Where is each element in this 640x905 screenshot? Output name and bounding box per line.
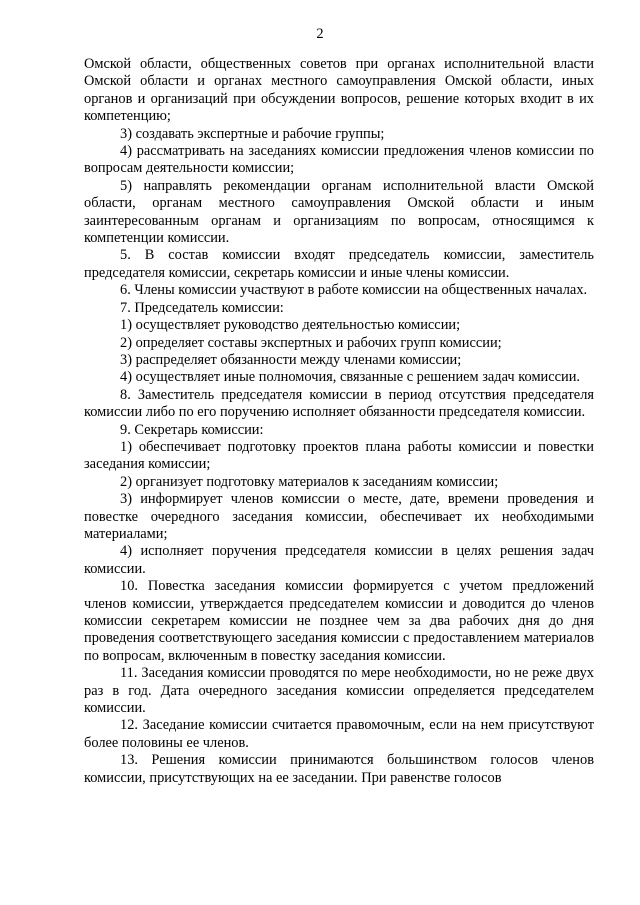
paragraph: 7. Председатель комиссии: xyxy=(120,299,284,316)
paragraph: 10. Повестка заседания комиссии формируется с учетом предложений членов комиссии, утверждается председателем комиссии и доводится до членов комиссии секретарем комиссии не позднее чем за два рабочих дня до дня проведения соответствующего заседания комиссии с предоставлением материалов по вопросам, включенным в повестку заседания комиссии. xyxy=(84,578,594,664)
paragraph: 3) создавать экспертные и рабочие группы; xyxy=(120,125,385,142)
paragraph: 9. Секретарь комиссии: xyxy=(120,421,264,438)
paragraph: 4) осуществляет иные полномочия, связанные с решением задач комиссии. xyxy=(120,369,581,386)
paragraph: 1) обеспечивает подготовку проектов плана работы комиссии и повестки заседания комиссии; xyxy=(84,438,594,473)
paragraph: 3) распределяет обязанности между членами комиссии; xyxy=(120,351,462,368)
document-body xyxy=(84,56,594,787)
paragraph: 13. Решения комиссии принимаются большинством голосов членов комиссии, присутствующих на ее заседании. При равенстве голосов xyxy=(84,752,594,786)
paragraph: 2) организует подготовку материалов к заседаниям комиссии; xyxy=(120,473,499,490)
paragraph: 2) определяет составы экспертных и рабочих групп комиссии; xyxy=(120,334,502,351)
paragraph: 5. В состав комиссии входят председатель комиссии, заместитель председателя комиссии, секретарь комиссии и иные члены комиссии. xyxy=(84,247,594,281)
paragraph: 3) информирует членов комиссии о месте, дате, времени проведения и повестке очередного заседания комиссии, обеспечивает их необходимыми материалами; xyxy=(84,491,594,542)
paragraph: 11. Заседания комиссии проводятся по мере необходимости, но не реже двух раз в год. Дата очередного заседания комиссии определяется председателем комиссии. xyxy=(84,665,594,717)
page-number: 2 xyxy=(316,26,324,42)
paragraph: 8. Заместитель председателя комиссии в период отсутствия председателя комиссии либо по его поручению исполняет обязанности председателя комиссии. xyxy=(84,386,594,421)
paragraph: Омской области, общественных советов при органах исполнительной власти Омской области и органах местного самоуправления Омской области, иных органов и организаций при обсуждении вопросов, решение которых входит в их компетенцию; xyxy=(84,56,594,125)
paragraph: 4) рассматривать на заседаниях комиссии предложения членов комиссии по вопросам деятельности комиссии; xyxy=(84,143,594,177)
paragraph: 1) осуществляет руководство деятельностью комиссии; xyxy=(120,317,461,334)
paragraph: 12. Заседание комиссии считается правомочным, если на нем присутствуют более половины ее членов. xyxy=(84,717,594,751)
paragraph: 4) исполняет поручения председателя комиссии в целях решения задач комиссии. xyxy=(84,543,594,577)
paragraph: 6. Члены комиссии участвуют в работе комиссии на общественных началах. xyxy=(120,282,588,299)
paragraph: 5) направлять рекомендации органам исполнительной власти Омской области, органам местного самоуправления Омской области и иным заинтересованным органам и организациям по вопросам, относящимся к компетенции комиссии. xyxy=(84,177,594,247)
